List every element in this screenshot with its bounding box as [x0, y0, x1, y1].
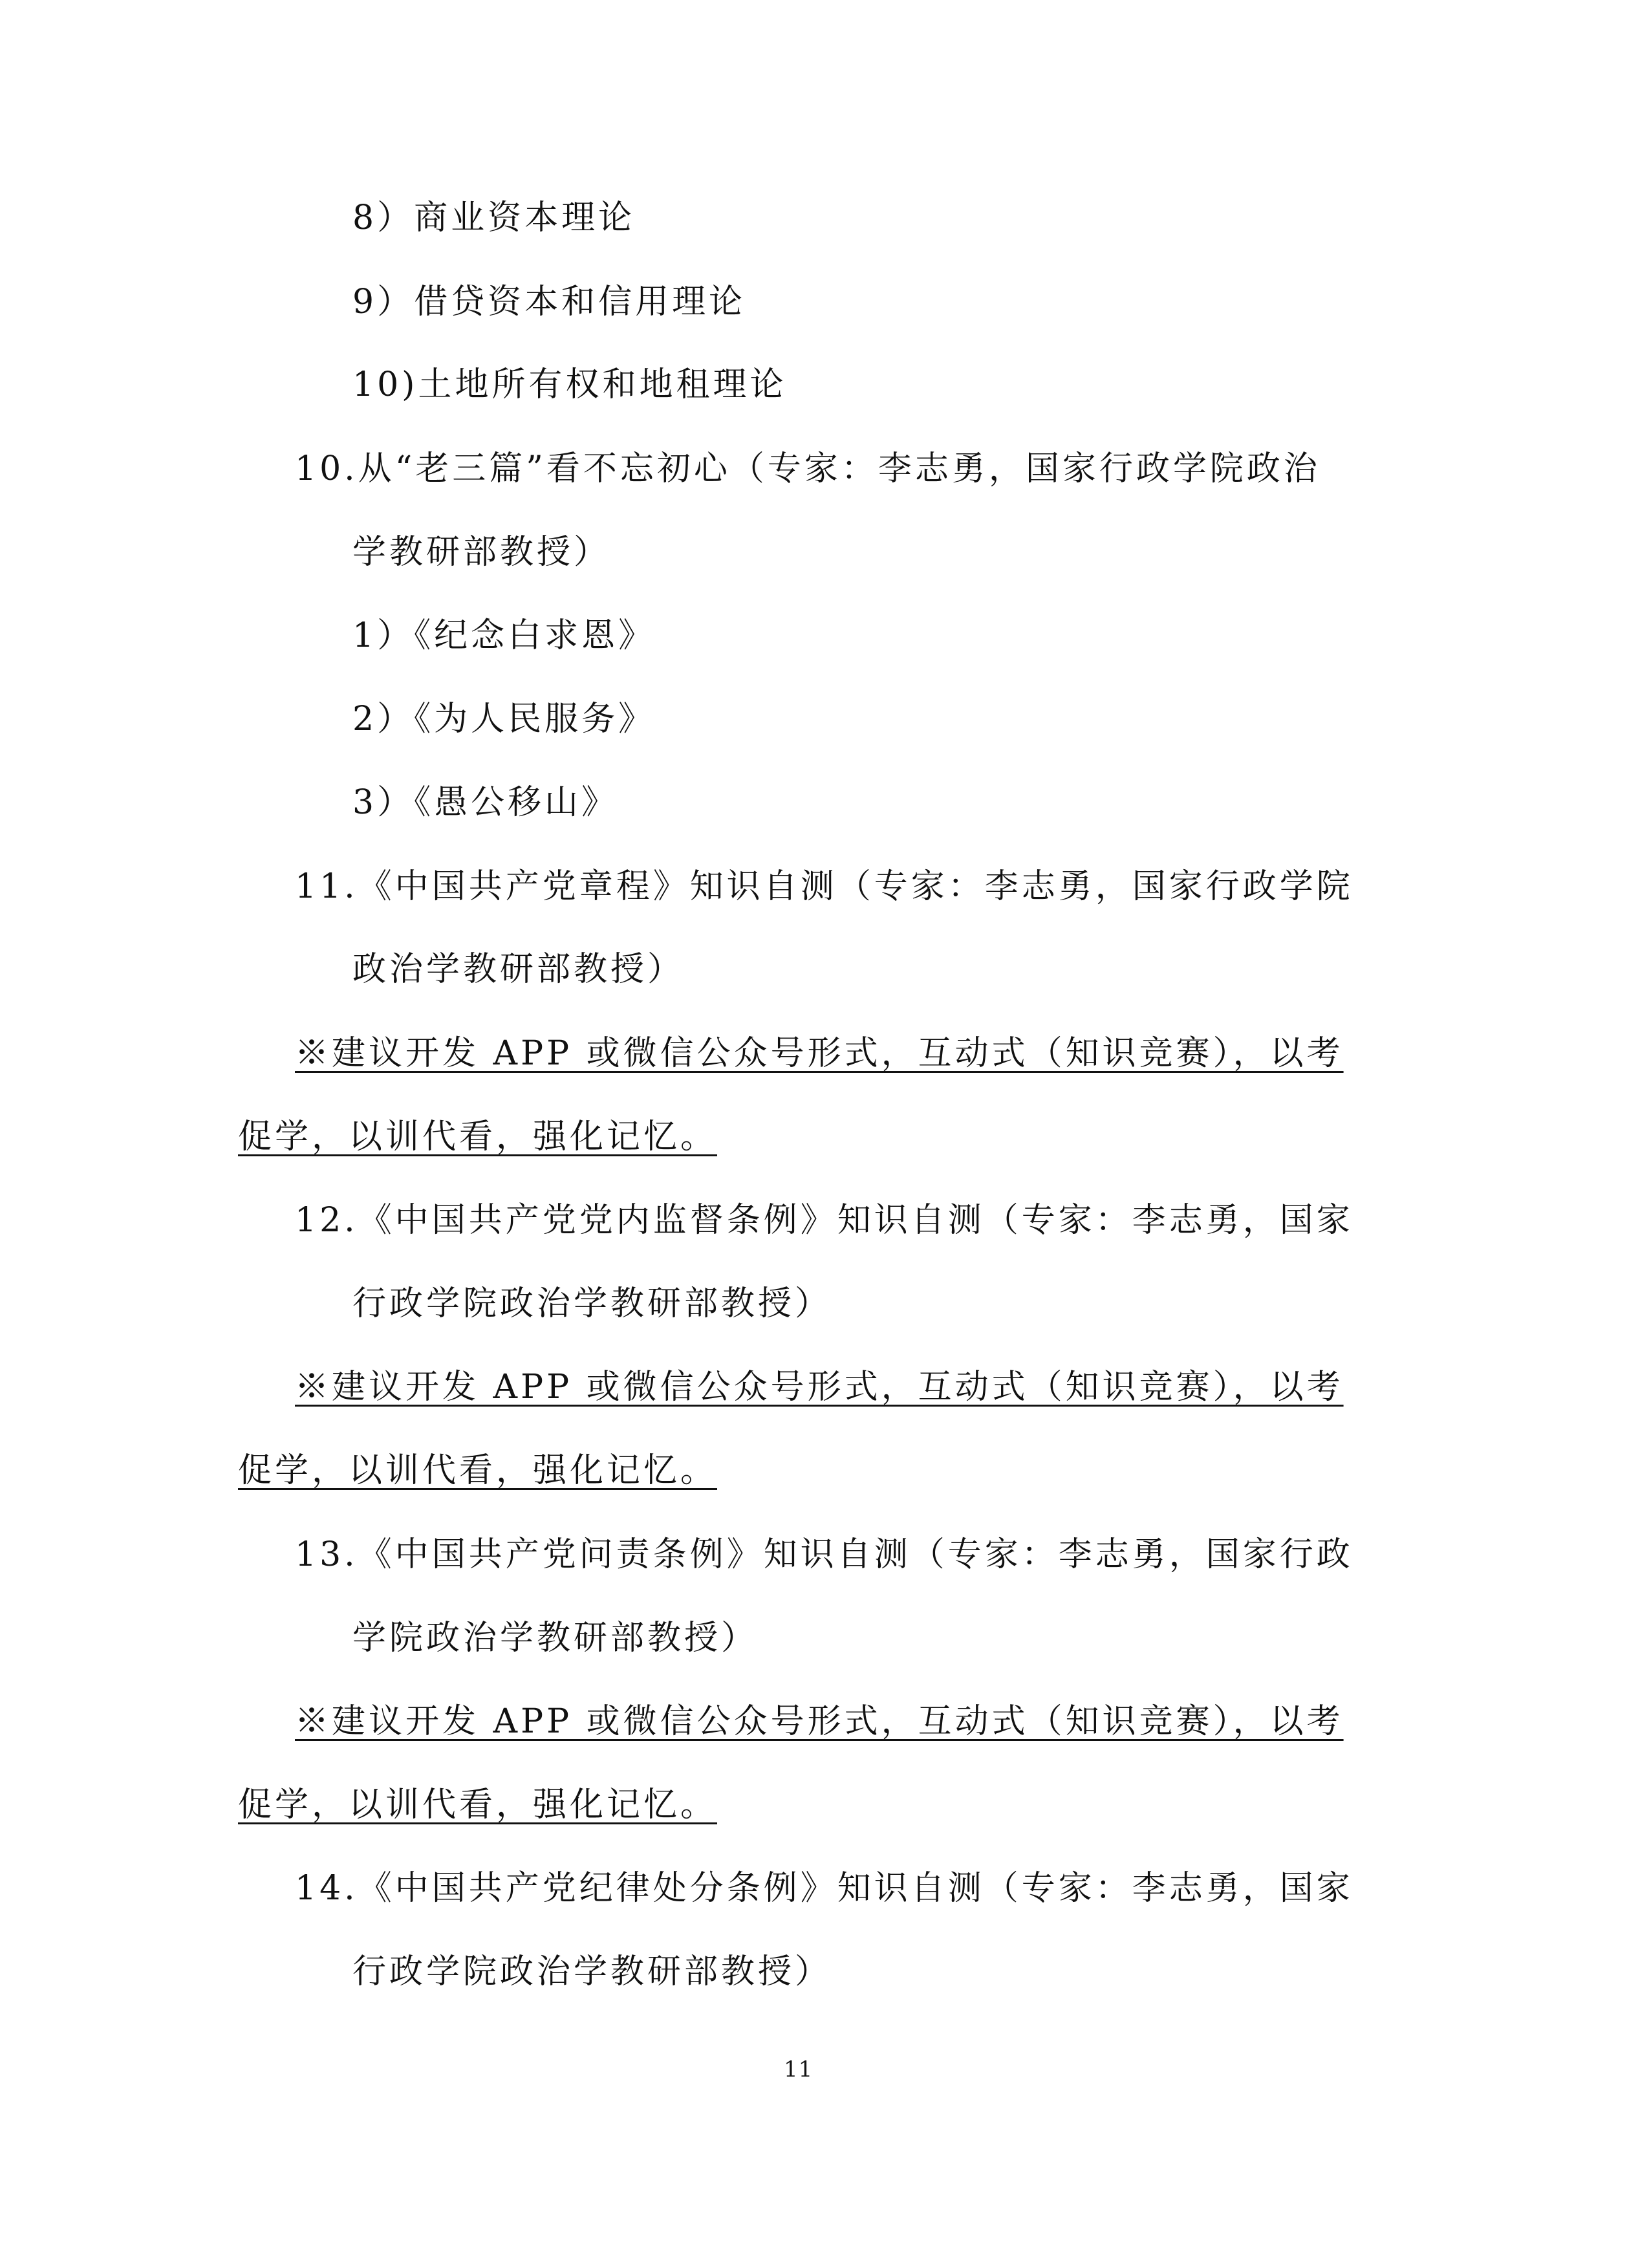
list-item: 9）借贷资本和信用理论 [352, 283, 746, 321]
list-item: 3）《愚公移山》 [352, 783, 619, 822]
recommendation-note-continuation: 促学，以训代看，强化记忆。 [238, 1451, 718, 1490]
section-heading-continuation: 学院政治学教研部教授） [352, 1619, 759, 1658]
section-heading: 12.《中国共产党党内监督条例》知识自测（专家：李志勇，国家 [295, 1201, 1353, 1240]
recommendation-note: ※建议开发 APP 或微信公众号形式，互动式（知识竞赛），以考 [295, 1368, 1344, 1407]
section-heading: 10.从“老三篇”看不忘初心（专家：李志勇，国家行政学院政治 [295, 449, 1320, 488]
section-heading-continuation: 学教研部教授） [352, 533, 611, 572]
recommendation-note-continuation: 促学，以训代看，强化记忆。 [238, 1118, 718, 1156]
section-heading: 11.《中国共产党章程》知识自测（专家：李志勇，国家行政学院 [295, 867, 1353, 906]
list-item: 8）商业资本理论 [352, 199, 636, 237]
list-item: 2）《为人民服务》 [352, 700, 656, 739]
recommendation-note: ※建议开发 APP 或微信公众号形式，互动式（知识竞赛），以考 [295, 1702, 1344, 1741]
recommendation-note-continuation: 促学，以训代看，强化记忆。 [238, 1786, 718, 1824]
section-heading-continuation: 政治学教研部教授） [352, 950, 685, 989]
section-heading-continuation: 行政学院政治学教研部教授） [352, 1952, 832, 1991]
list-item: 10)土地所有权和地租理论 [352, 365, 787, 404]
page-number: 11 [784, 2057, 814, 2082]
section-heading: 14.《中国共产党纪律处分条例》知识自测（专家：李志勇，国家 [295, 1869, 1353, 1908]
section-heading-continuation: 行政学院政治学教研部教授） [352, 1284, 832, 1323]
recommendation-note: ※建议开发 APP 或微信公众号形式，互动式（知识竞赛），以考 [295, 1034, 1344, 1073]
list-item: 1）《纪念白求恩》 [352, 616, 656, 655]
section-heading: 13.《中国共产党问责条例》知识自测（专家：李志勇，国家行政 [295, 1535, 1353, 1574]
